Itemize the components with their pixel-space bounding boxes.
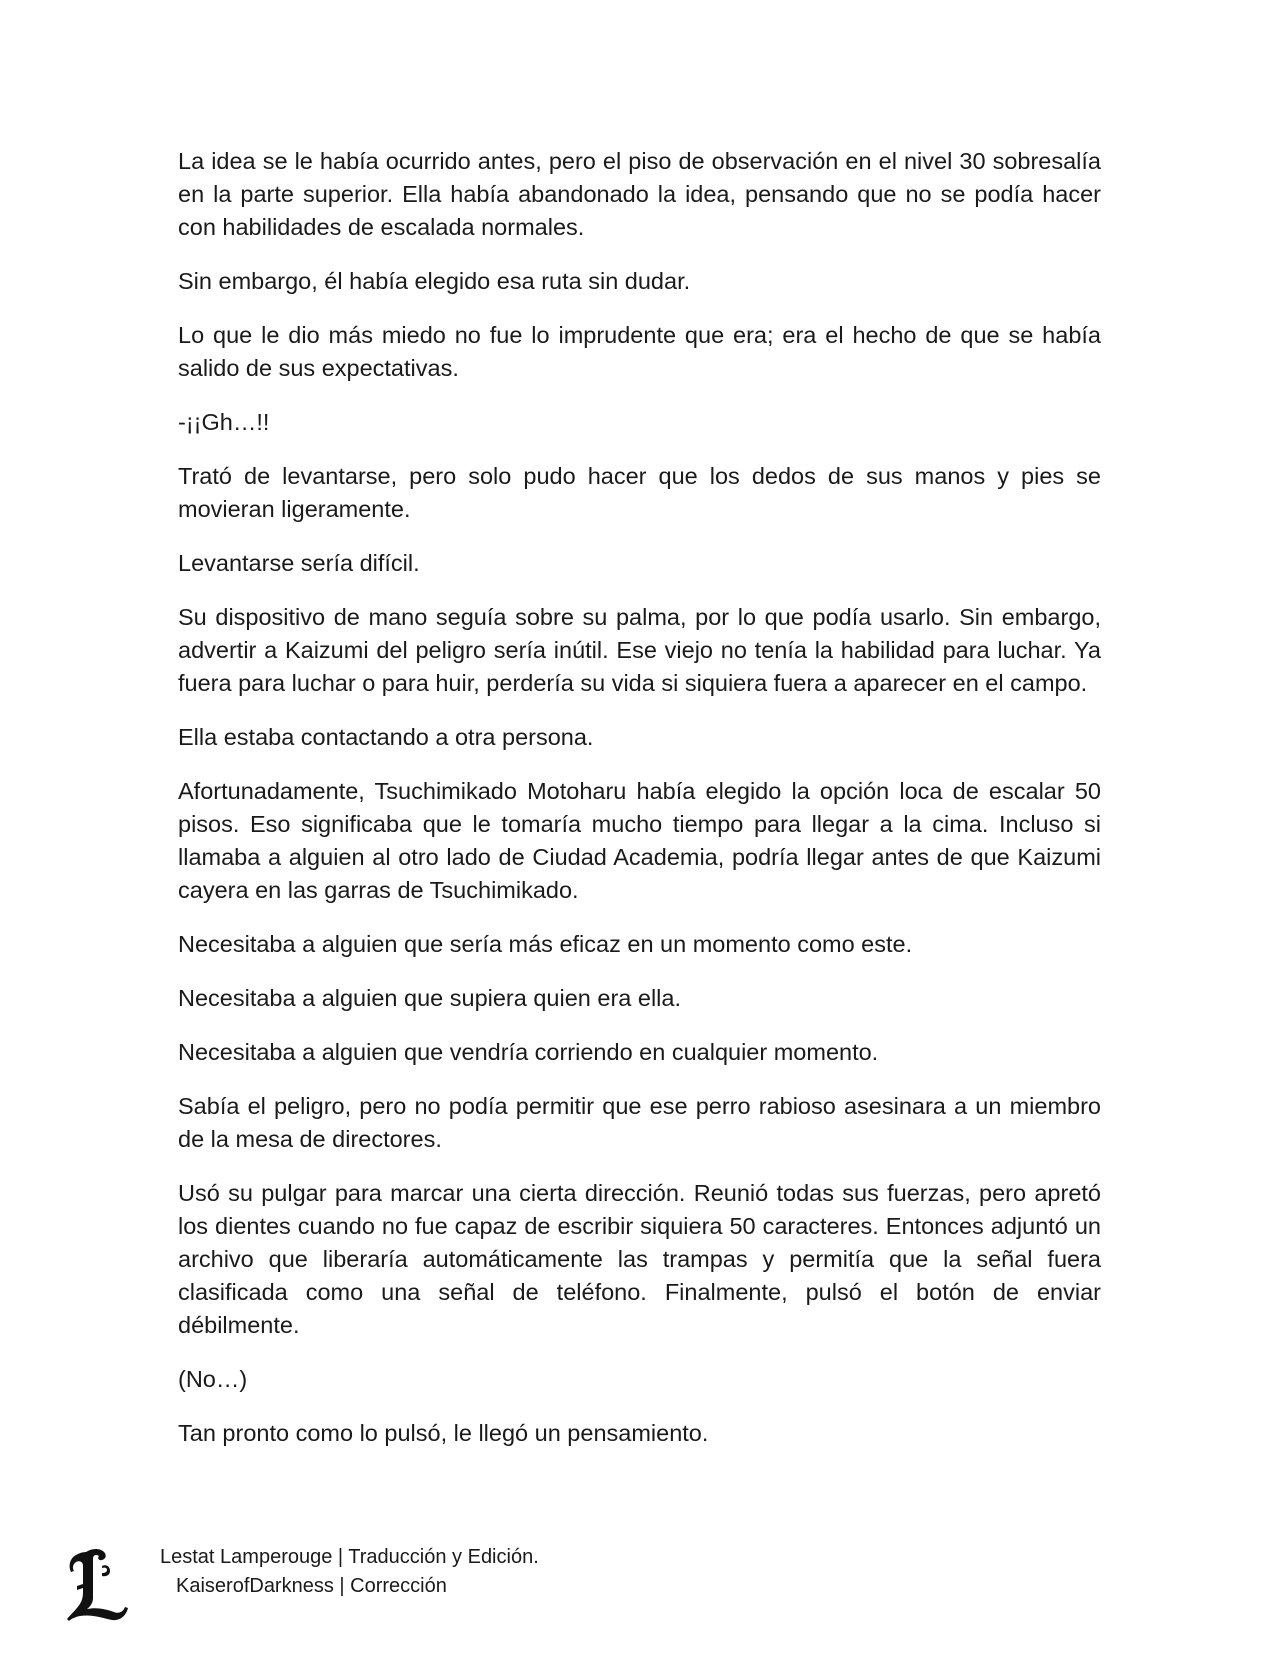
- paragraph: Levantarse sería difícil.: [178, 550, 420, 576]
- credit-line-translation: Lestat Lamperouge | Traducción y Edición.: [160, 1546, 539, 1568]
- paragraph: Tan pronto como lo pulsó, le llegó un pensamiento.: [178, 1420, 709, 1446]
- footer-credits: [160, 1543, 539, 1601]
- paragraph: (No…): [178, 1366, 248, 1392]
- gothic-l-logo-icon: [66, 1546, 130, 1622]
- paragraph: Ella estaba contactando a otra persona.: [178, 724, 594, 750]
- credit-line-correction: KaiserofDarkness | Corrección: [176, 1575, 447, 1597]
- paragraph: La idea se le había ocurrido antes, pero el piso de observación en el nivel 30 sobresalía en la parte superior. Ella había abandonado la idea, pensando que no se podía hacer con habilidades de escalada normales.: [178, 148, 1101, 240]
- paragraph: -¡¡Gh…!!: [178, 409, 270, 435]
- paragraph: Lo que le dio más miedo no fue lo imprudente que era; era el hecho de que se había salido de sus expectativas.: [178, 322, 1101, 381]
- paragraph: Necesitaba a alguien que sería más eficaz en un momento como este.: [178, 931, 913, 957]
- paragraph: Su dispositivo de mano seguía sobre su palma, por lo que podía usarlo. Sin embargo, advertir a Kaizumi del peligro sería inútil. Ese viejo no tenía la habilidad para luchar. Ya fuera para luchar o para huir, perdería su vida si siquiera fuera a aparecer en el campo.: [178, 604, 1101, 696]
- paragraph: Sin embargo, él había elegido esa ruta sin dudar.: [178, 268, 691, 294]
- paragraph: Afortunadamente, Tsuchimikado Motoharu había elegido la opción loca de escalar 50 pisos. Eso significaba que le tomaría mucho tiempo para llegar a la cima. Incluso si llamaba a alguien al otro lado de Ciudad Academia, podría llegar antes de que Kaizumi cayera en las garras de Tsuchimikado.: [178, 778, 1101, 903]
- paragraph: Trató de levantarse, pero solo pudo hacer que los dedos de sus manos y pies se movieran ligeramente.: [178, 463, 1101, 522]
- paragraph: Usó su pulgar para marcar una cierta dirección. Reunió todas sus fuerzas, pero apretó los dientes cuando no fue capaz de escribir siquiera 50 caracteres. Entonces adjuntó un archivo que liberaría automáticamente las trampas y permitía que la señal fuera clasificada como una señal de teléfono. Finalmente, pulsó el botón de enviar débilmente.: [178, 1180, 1101, 1338]
- paragraph: Necesitaba a alguien que vendría corriendo en cualquier momento.: [178, 1039, 879, 1065]
- paragraph: Sabía el peligro, pero no podía permitir que ese perro rabioso asesinara a un miembro de la mesa de directores.: [178, 1093, 1101, 1152]
- paragraph: Necesitaba a alguien que supiera quien era ella.: [178, 985, 681, 1011]
- document-body: [178, 145, 1101, 1471]
